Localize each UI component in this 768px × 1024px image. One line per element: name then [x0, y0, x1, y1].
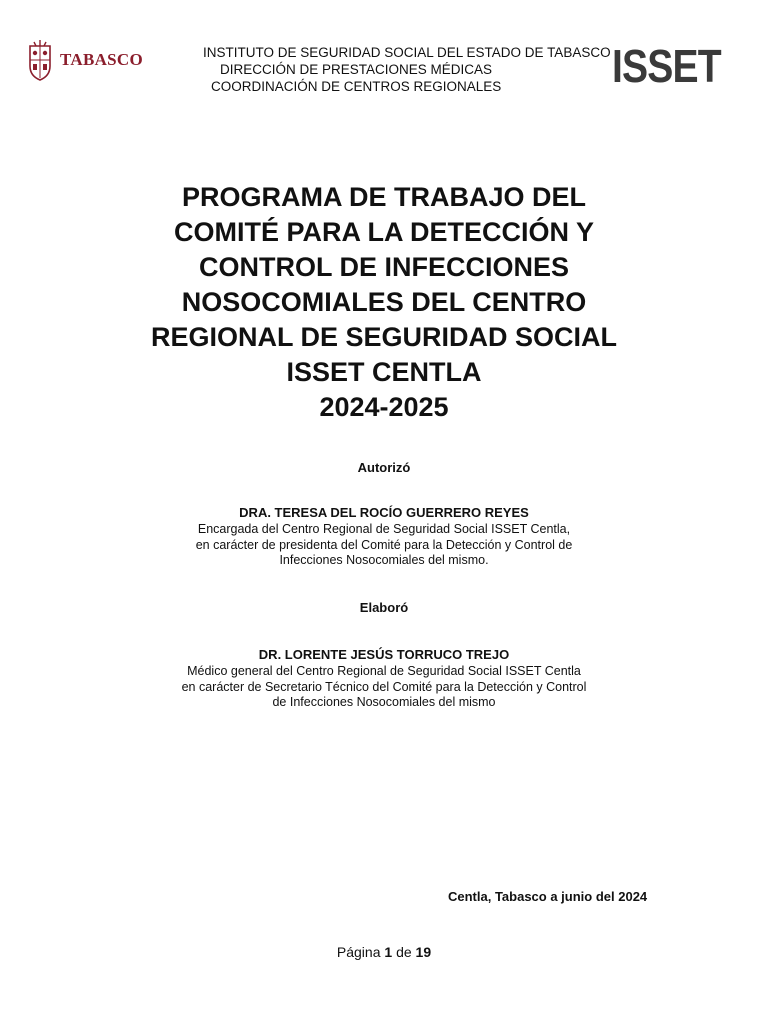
elaborated-role-line: Médico general del Centro Regional de Seguridad Social ISSET Centla [187, 664, 581, 678]
page-word: Página [336, 944, 381, 960]
page-current: 1 [384, 944, 393, 960]
title-line: COMITÉ PARA LA DETECCIÓN Y [173, 217, 595, 247]
elaborated-name: DR. LORENTE JESÚS TORRUCO TREJO [258, 647, 510, 662]
authorized-role-line: Encargada del Centro Regional de Seguridad Social ISSET Centla, [197, 522, 571, 536]
page-of: de [396, 944, 412, 960]
tabasco-logo-text: TABASCO [60, 50, 144, 69]
elaborated-role-line: de Infecciones Nosocomiales del mismo [272, 695, 496, 709]
institution-header [160, 44, 660, 95]
place-date: Centla, Tabasco a junio del 2024 [448, 889, 648, 904]
document-title [84, 180, 684, 425]
title-line: REGIONAL DE SEGURIDAD SOCIAL [150, 322, 618, 352]
title-line: CONTROL DE INFECCIONES [198, 252, 570, 282]
tabasco-logo [26, 38, 143, 82]
title-line: ISSET CENTLA [286, 357, 482, 387]
authorized-block [0, 504, 768, 569]
title-line: 2024-2025 [319, 392, 449, 422]
authorized-label: Autorizó [357, 460, 411, 475]
elaborated-label: Elaboró [359, 600, 409, 615]
header-line-coordination: COORDINACIÓN DE CENTROS REGIONALES [211, 79, 502, 94]
title-line: NOSOCOMIALES DEL CENTRO [181, 287, 587, 317]
page-total: 19 [415, 944, 432, 960]
authorized-role-line: en carácter de presidenta del Comité para la Detección y Control de [195, 537, 573, 552]
page-number [0, 944, 768, 960]
title-line: PROGRAMA DE TRABAJO DEL [181, 182, 586, 212]
elaborated-block [0, 646, 768, 711]
header-line-direction: DIRECCIÓN DE PRESTACIONES MÉDICAS [220, 62, 493, 77]
elaborated-role-line: en carácter de Secretario Técnico del Comité para la Detección y Control [181, 679, 587, 694]
isset-logo: ISSET [612, 40, 721, 92]
tabasco-coat-of-arms-icon [26, 38, 54, 82]
authorized-role-line: Infecciones Nosocomiales del mismo. [279, 553, 489, 567]
authorized-name: DRA. TERESA DEL ROCÍO GUERRERO REYES [239, 505, 529, 520]
header-line-institute: INSTITUTO DE SEGURIDAD SOCIAL DEL ESTADO DE TABASCO [203, 45, 611, 60]
